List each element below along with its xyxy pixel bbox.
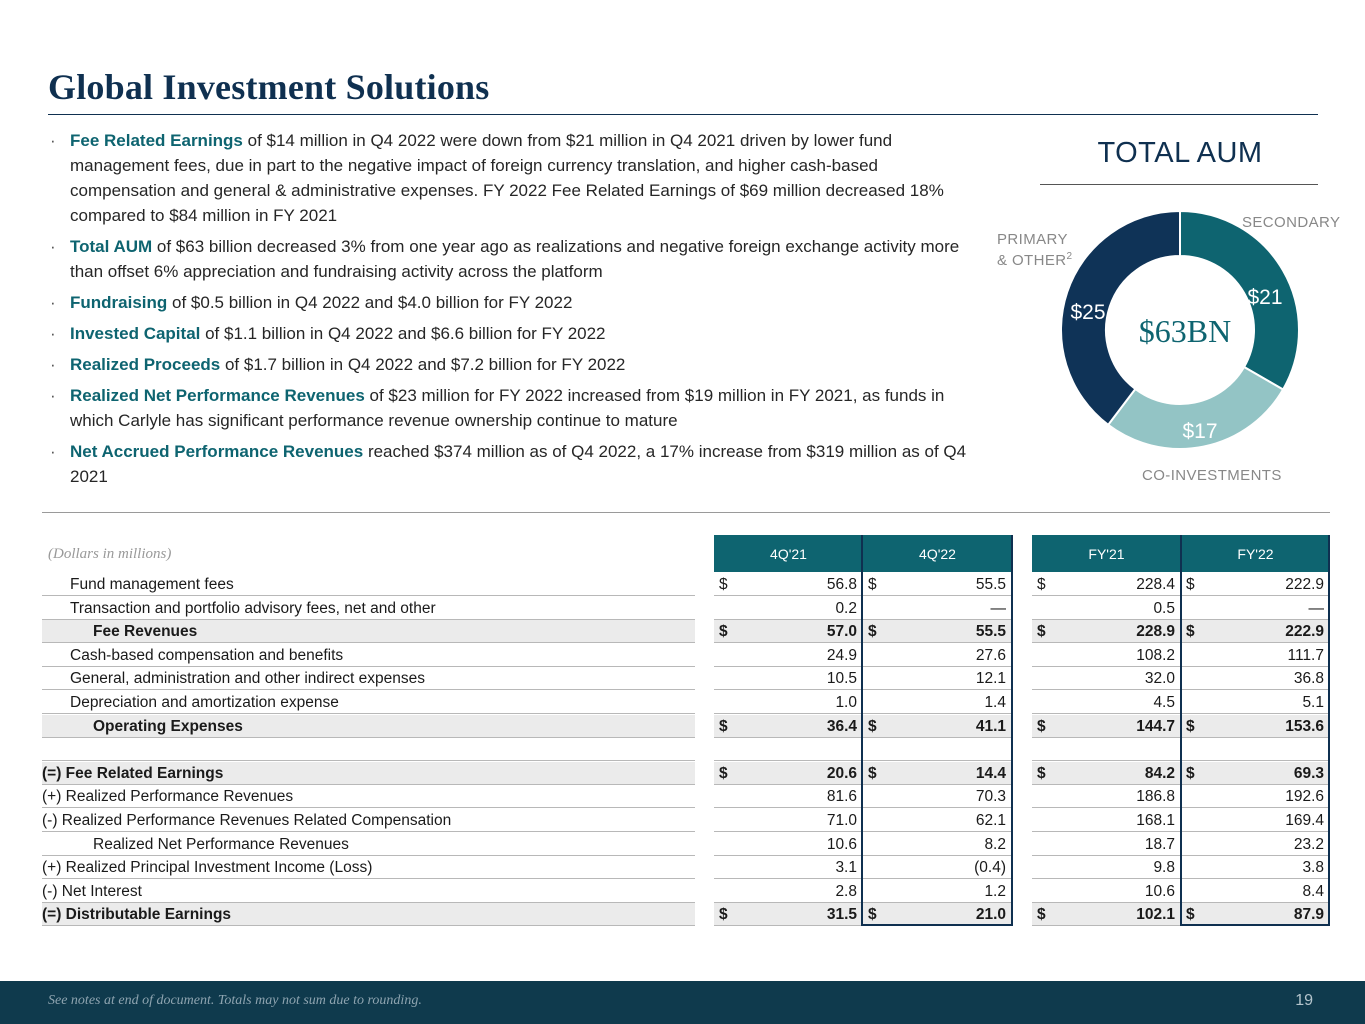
cell-value: 57.0 [826,623,857,641]
table-cell [714,573,863,596]
cell-value: 18.7 [1144,835,1175,853]
table-row [42,715,1330,738]
table-row [42,833,1330,856]
cell-value: 14.4 [975,764,1006,782]
col-header-4q22: 4Q'22 [863,535,1012,572]
cell-value: 10.6 [1144,882,1175,900]
cell-value: 31.5 [826,906,857,924]
table-row [42,762,1330,785]
cell-value: 32.0 [1144,670,1175,688]
cell-value: 27.6 [975,646,1006,664]
cell-value: 36.4 [826,717,857,735]
cell-value: 1.2 [984,882,1006,900]
row-label: (+) Realized Principal Investment Income (Loss) [42,856,695,879]
cell-value: 70.3 [975,788,1006,806]
table-cell [714,691,863,714]
table-cell [714,620,863,643]
aum-title: TOTAL AUM [1097,137,1263,169]
bullet-fee-related-earnings [48,128,968,228]
table-cell [714,903,863,926]
bullet-text: of $14 million in Q4 2022 were down from $21 million in Q4 2021 driven by lower fund management fees, due in part to the negative impact of foreign currency translation, and higher cash-based compensation and general & administrative expenses. FY 2022 Fee Related Earnings of $69 million decreased 18% compared to $84 million in FY 2021 [70,131,944,225]
cell-value: 5.1 [1302,694,1324,711]
cell-value: 55.5 [975,623,1006,641]
bullet-highlight: Realized Proceeds [70,355,221,374]
table-row [42,597,1330,620]
table-cell [1181,833,1330,856]
cell-value: 228.4 [1136,576,1175,593]
table-cell [714,762,863,785]
table-cell [1032,856,1181,879]
table-cell [1181,738,1330,761]
cell-value: 24.9 [826,646,857,664]
cell-value: 55.5 [975,576,1006,593]
cell-value: 4.5 [1153,694,1175,711]
bullet-highlight: Fundraising [70,293,168,312]
cell-value: 186.8 [1136,788,1175,806]
cell-currency: $ [719,576,728,593]
cell-currency: $ [719,623,728,641]
bullet-highlight: Net Accrued Performance Revenues [70,442,364,461]
cell-value: 10.6 [826,835,857,853]
bullet-dot: · [50,386,56,405]
bullet-invested-capital [48,321,968,346]
bullet-highlight: Realized Net Performance Revenues [70,386,365,405]
table-cell [863,762,1012,785]
cell-currency: $ [868,576,877,593]
row-label: Realized Net Performance Revenues [42,833,695,856]
row-label: Fund management fees [42,573,695,596]
cell-currency: $ [1186,906,1195,924]
table-cell [1181,880,1330,903]
table-row [42,785,1330,808]
label-co-investments: CO-INVESTMENTS [1142,467,1282,484]
label-primary-line1: PRIMARY [997,231,1068,248]
cell-currency: $ [1037,717,1046,735]
col-header-fy22: FY'22 [1181,535,1330,572]
table-cell [1032,880,1181,903]
bullet-realized-net-performance [48,383,968,433]
table-cell [1181,856,1330,879]
footer-bar [0,981,1365,1024]
cell-value: 192.6 [1285,788,1324,806]
cell-value: 87.9 [1293,906,1324,924]
highlights-list [48,128,968,495]
table-cell [714,880,863,903]
bullet-dot: · [50,131,56,150]
bullet-highlight: Invested Capital [70,324,201,343]
cell-currency: $ [719,764,728,782]
units-note: (Dollars in millions) [48,546,172,562]
row-label: Fee Revenues [42,620,695,643]
row-label: Operating Expenses [42,715,695,738]
cell-currency: $ [868,906,877,924]
table-cell [714,833,863,856]
cell-value: 102.1 [1136,906,1175,924]
cell-value: 21.0 [975,906,1006,924]
cell-value: 69.3 [1293,764,1324,782]
title-divider [48,114,1318,115]
table-cell [1032,809,1181,832]
cell-value: 41.1 [975,717,1006,735]
bullet-text: reached $374 million as of Q4 2022, a 17% increase from $319 million as of Q4 2021 [70,442,967,486]
table-cell [1032,597,1181,620]
table-row [42,738,1330,761]
table-cell [1032,833,1181,856]
table-cell [863,785,1012,808]
cell-value: 169.4 [1285,812,1324,829]
cell-value: 20.6 [826,764,857,782]
cell-value: 71.0 [826,812,857,829]
bullet-dot: · [50,355,56,374]
table-cell [1181,809,1330,832]
table-cell [1032,715,1181,738]
aum-donut-chart [990,200,1365,500]
table-cell [863,691,1012,714]
table-cell [863,903,1012,926]
table-cell [1181,597,1330,620]
cell-value: 222.9 [1285,623,1324,641]
cell-value: 228.9 [1136,623,1175,641]
table-cell [714,644,863,667]
table-row [42,691,1330,714]
row-label: (-) Realized Performance Revenues Related Compensation [42,809,695,832]
bullet-fundraising [48,290,968,315]
bullet-net-accrued-performance [48,439,968,489]
cell-value: 222.9 [1285,576,1324,593]
cell-value: 108.2 [1136,646,1175,664]
table-cell [714,738,863,761]
table-cell [1181,644,1330,667]
table-cell [1181,715,1330,738]
aum-total-center: $63BN [1138,313,1232,349]
bullet-highlight: Fee Related Earnings [70,131,243,150]
cell-value: — [1308,599,1324,617]
bullet-dot: · [50,324,56,343]
cell-currency: $ [1037,623,1046,641]
row-label: (+) Realized Performance Revenues [42,785,695,808]
row-label: General, administration and other indirect expenses [42,667,695,690]
table-cell [863,715,1012,738]
row-label: Depreciation and amortization expense [42,691,695,714]
table-cell [863,880,1012,903]
label-secondary: SECONDARY [1242,214,1341,231]
cell-currency: $ [1186,717,1195,735]
cell-value: 3.8 [1302,859,1324,877]
cell-value: 1.0 [835,694,857,711]
cell-value: 12.1 [975,670,1006,688]
highlight-box-4q22-right [1011,535,1013,926]
table-cell [1032,903,1181,926]
cell-value: 10.5 [826,670,857,688]
highlight-box-fy22-left [1180,535,1182,926]
col-header-4q21: 4Q'21 [714,535,863,572]
value-co-investments: $17 [1182,420,1218,443]
cell-value: 23.2 [1293,835,1324,853]
table-cell [863,667,1012,690]
highlight-box-4q22-bottom [861,924,1013,926]
cell-currency: $ [868,764,877,782]
row-label: Cash-based compensation and benefits [42,644,695,667]
cell-value: 144.7 [1136,717,1175,735]
table-cell [863,856,1012,879]
table-cell [714,809,863,832]
cell-currency: $ [868,623,877,641]
table-row [42,667,1330,690]
cell-currency: $ [1037,764,1046,782]
cell-currency: $ [719,717,728,735]
table-cell [863,573,1012,596]
bullet-dot: · [50,442,56,461]
cell-value: 56.8 [826,576,857,593]
table-row [42,903,1330,926]
cell-value: 111.7 [1287,646,1324,664]
table-cell [863,620,1012,643]
col-header-fy21: FY'21 [1032,535,1181,572]
page-title: Global Investment Solutions [48,67,490,107]
value-primary-other: $25 [1070,301,1106,324]
bullet-text: of $0.5 billion in Q4 2022 and $4.0 billion for FY 2022 [167,293,573,312]
row-label: (-) Net Interest [42,880,695,903]
bullet-highlight: Total AUM [70,237,153,256]
table-cell [1181,573,1330,596]
table-cell [1181,667,1330,690]
cell-value: 0.5 [1153,599,1175,617]
table-cell [863,809,1012,832]
table-cell [1181,691,1330,714]
footer-note: See notes at end of document. Totals may not sum due to rounding. [48,993,422,1008]
bullet-total-aum [48,234,968,284]
table-row [42,620,1330,643]
cell-currency: $ [1037,906,1046,924]
bullet-dot: · [50,237,56,256]
row-label: Transaction and portfolio advisory fees, net and other [42,597,695,620]
label-primary-text: & OTHER [997,252,1067,269]
cell-value: 2.8 [835,882,857,900]
table-cell [1032,573,1181,596]
bullet-text: of $23 million for FY 2022 increased from $19 million in FY 2021, as funds in which Carlyle has significant performance revenue ownership continue to mature [70,386,945,430]
bullet-dot: · [50,293,56,312]
cell-value: 153.6 [1285,717,1324,735]
table-cell [714,856,863,879]
cell-value: 81.6 [826,788,857,806]
table-cell [1181,762,1330,785]
cell-currency: $ [1186,623,1195,641]
row-label: (=) Fee Related Earnings [42,762,695,785]
table-cell [1032,620,1181,643]
cell-value: 84.2 [1144,764,1175,782]
cell-currency: $ [1186,764,1195,782]
table-cell [1032,785,1181,808]
highlight-box-fy22-right [1328,535,1330,926]
value-secondary: $21 [1247,286,1283,309]
table-cell [863,738,1012,761]
table-cell [1032,762,1181,785]
page-number: 19 [1295,992,1313,1009]
table-cell [863,597,1012,620]
highlight-box-4q22-left [861,535,863,926]
table-cell [863,833,1012,856]
table-cell [1032,691,1181,714]
bullet-text: of $63 billion decreased 3% from one year ago as realizations and negative foreign exchange activity more than offset 6% appreciation and fundraising activity across the platform [70,237,960,281]
aum-divider [1040,184,1318,185]
table-cell [714,785,863,808]
row-label [42,738,695,761]
table-cell [1032,738,1181,761]
cell-value: 8.2 [984,835,1006,853]
table-cell [1032,667,1181,690]
table-cell [714,715,863,738]
cell-currency: $ [719,906,728,924]
table-cell [1181,903,1330,926]
cell-value: 3.1 [835,859,857,877]
bullet-text: of $1.1 billion in Q4 2022 and $6.6 billion for FY 2022 [200,324,606,343]
cell-currency: $ [868,717,877,735]
highlight-box-fy22-bottom [1180,924,1330,926]
table-row [42,856,1330,879]
table-cell [714,667,863,690]
bullet-text: of $1.7 billion in Q4 2022 and $7.2 billion for FY 2022 [220,355,626,374]
table-cell [1181,620,1330,643]
cell-value: (0.4) [974,859,1006,877]
cell-value: 8.4 [1302,882,1324,900]
cell-value: 1.4 [984,694,1006,711]
cell-value: 36.8 [1293,670,1324,688]
table-row [42,809,1330,832]
row-label: (=) Distributable Earnings [42,903,695,926]
table-row [42,880,1330,903]
table-row [42,573,1330,596]
table-cell [1032,644,1181,667]
cell-value: 9.8 [1153,859,1175,877]
table-cell [1181,785,1330,808]
cell-value: 0.2 [835,599,857,617]
cell-currency: $ [1037,576,1046,593]
cell-value: — [990,599,1006,617]
label-primary-footnote: 2 [1066,251,1073,262]
bullet-realized-proceeds [48,352,968,377]
table-cell [714,597,863,620]
section-divider [42,512,1330,513]
cell-currency: $ [1186,576,1195,593]
cell-value: 168.1 [1136,812,1175,829]
table-row [42,644,1330,667]
table-cell [863,644,1012,667]
label-primary-line2 [997,251,1072,269]
cell-value: 62.1 [975,812,1006,829]
